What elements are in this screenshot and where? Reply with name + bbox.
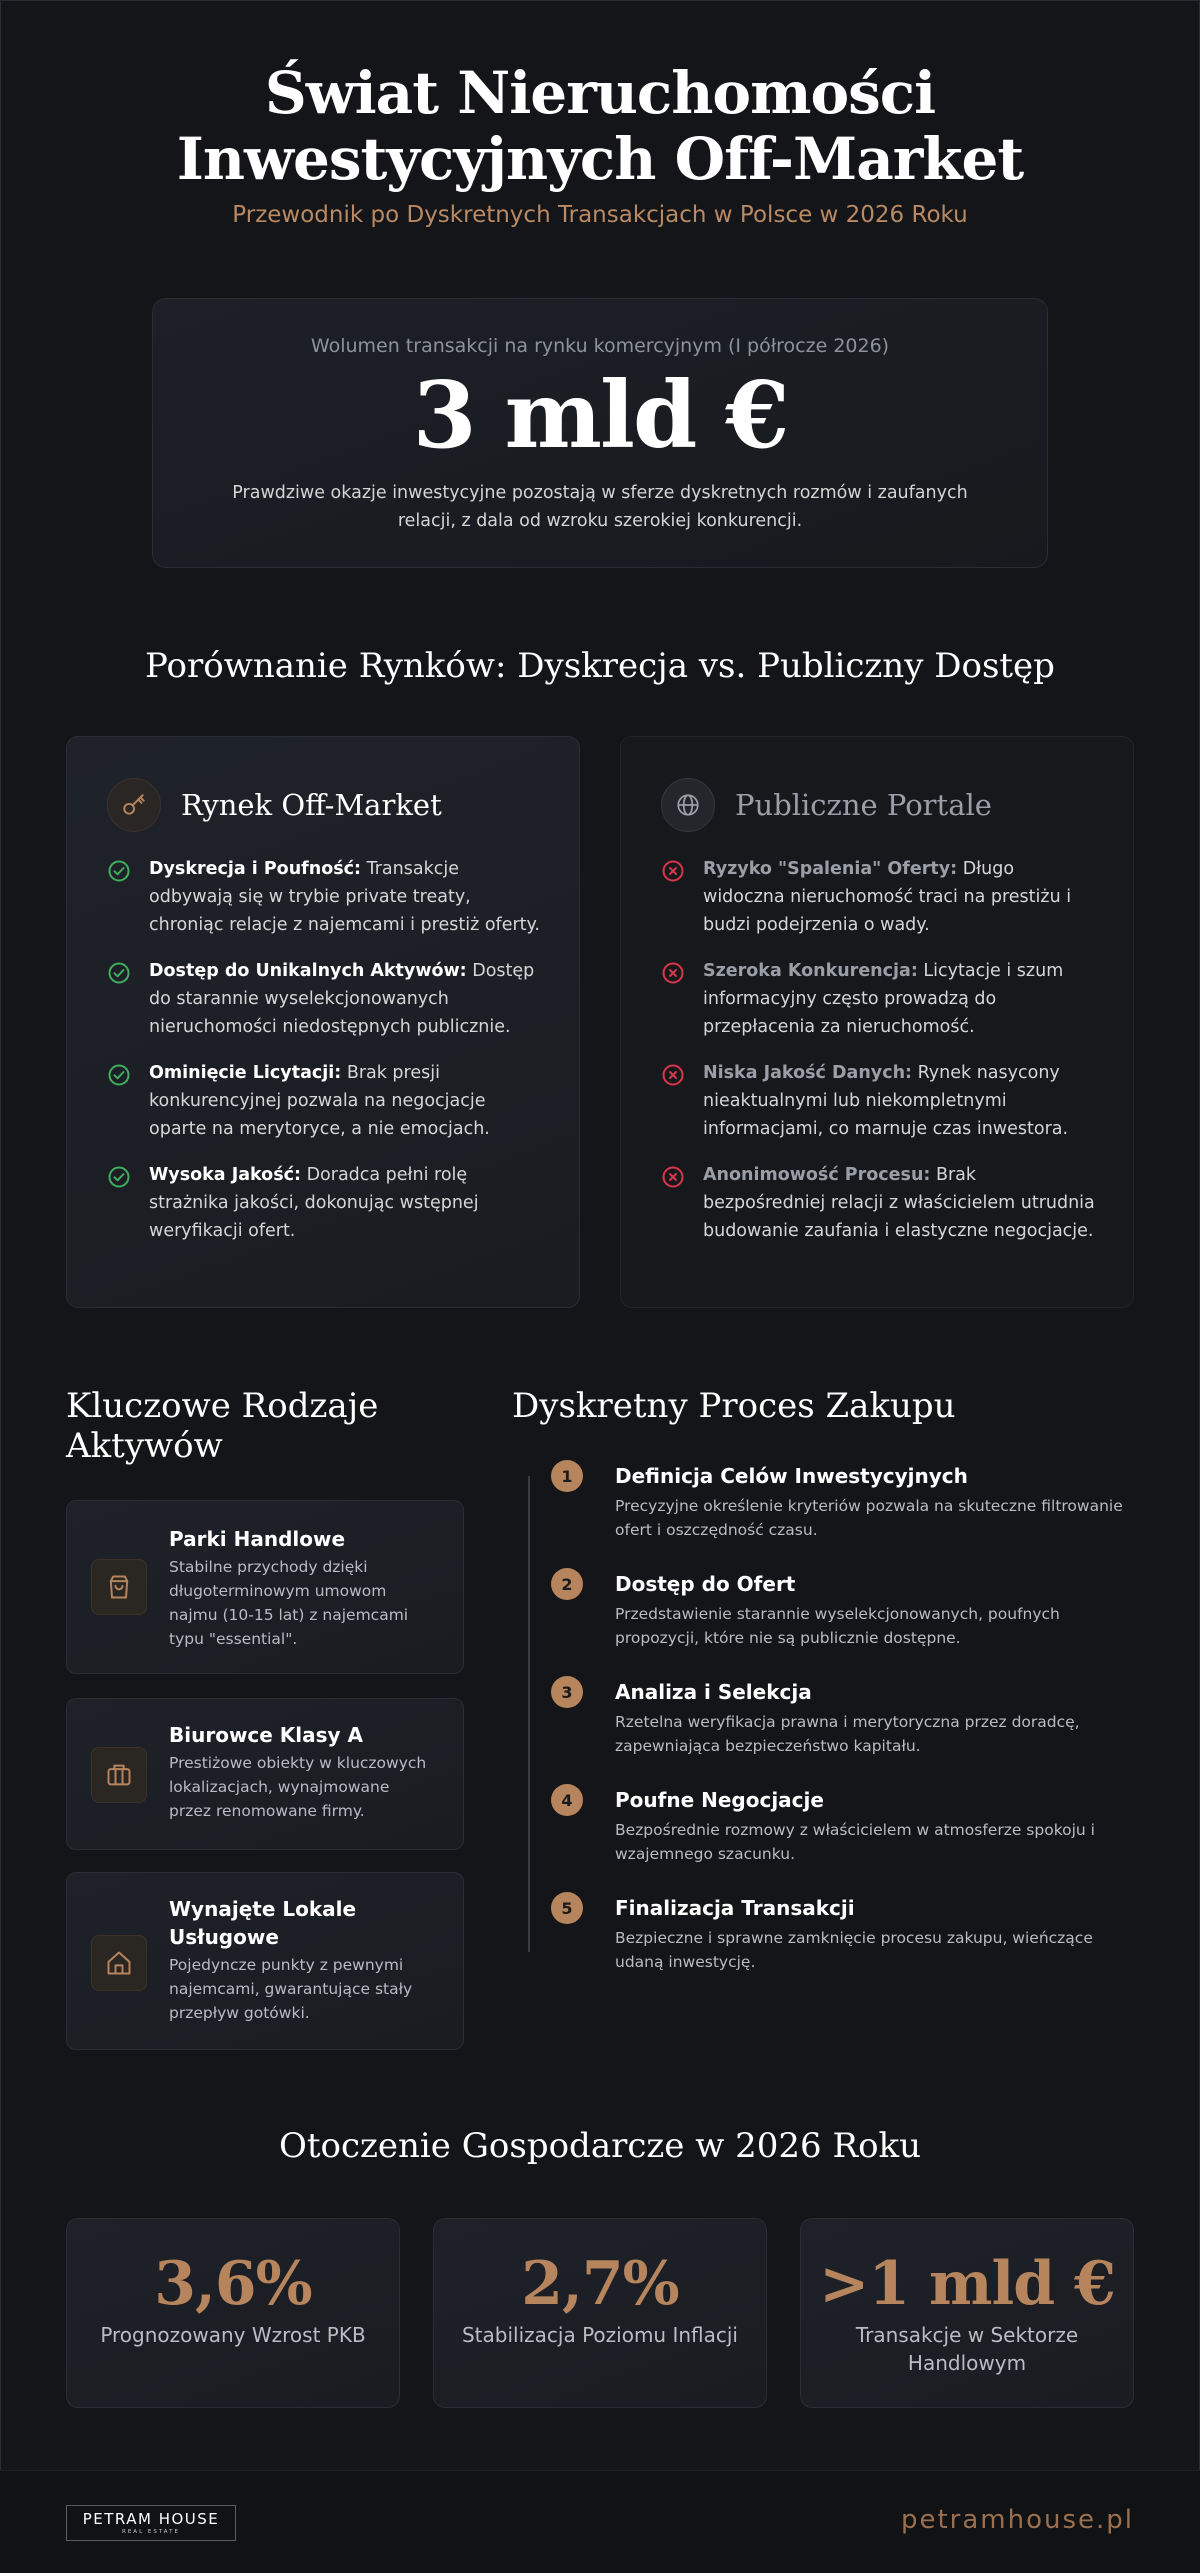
step-number: 3 bbox=[551, 1676, 583, 1708]
comparison-item bbox=[661, 855, 1097, 939]
step-title: Definicja Celów Inwestycyjnych bbox=[615, 1464, 968, 1488]
comparison-item-label: Niska Jakość Danych: bbox=[703, 1063, 913, 1083]
briefcase-icon bbox=[91, 1747, 147, 1803]
comparison-item-description: Licytacje i szum informacyjny często prowadzą do przepłacenia za nieruchomość. bbox=[703, 961, 1064, 1037]
comparison-item-label: Dyskrecja i Poufność: bbox=[149, 859, 362, 879]
step-description: Bezpośrednie rozmowy z właścicielem w atmosferze spokoju i wzajemnego szacunku. bbox=[615, 1821, 1095, 1863]
asset-card-offices bbox=[66, 1698, 464, 1850]
economy-stat-inflation bbox=[433, 2218, 767, 2408]
comparison-item-description: Dostęp do starannie wyselekcjonowanych nieruchomości niedostępnych publicznie. bbox=[149, 961, 535, 1037]
key-icon bbox=[107, 778, 161, 832]
company-logo[interactable] bbox=[66, 2505, 236, 2541]
offmarket-header bbox=[107, 777, 442, 833]
comparison-item-text bbox=[149, 855, 543, 939]
comparison-item-text bbox=[703, 855, 1097, 939]
step-description: Rzetelna weryfikacja prawna i merytoryczna przez doradcę, zapewniająca bezpieczeństwo kapitału. bbox=[615, 1713, 1080, 1755]
check-circle-icon bbox=[107, 855, 137, 939]
comparison-item bbox=[107, 957, 543, 1041]
economy-stat-retail bbox=[800, 2218, 1134, 2408]
asset-description: Pojedyncze punkty z pewnymi najemcami, gwarantujące stały przepływ gotówki. bbox=[169, 1956, 413, 2022]
comparison-item-text bbox=[149, 957, 543, 1041]
asset-card-retail-parks bbox=[66, 1500, 464, 1674]
asset-title: Wynajęte Lokale Usługowe bbox=[169, 1897, 357, 1949]
step-number: 4 bbox=[551, 1784, 583, 1816]
asset-title: Parki Handlowe bbox=[169, 1527, 346, 1551]
assets-heading-line-2: Aktywów bbox=[66, 1426, 223, 1466]
comparison-item-label: Wysoka Jakość: bbox=[149, 1165, 301, 1185]
comparison-item-label: Szeroka Konkurencja: bbox=[703, 961, 918, 981]
step-title: Finalizacja Transakcji bbox=[615, 1896, 855, 1920]
house-icon bbox=[91, 1935, 147, 1991]
comparison-item bbox=[661, 1161, 1097, 1245]
comparison-item-label: Ominięcie Licytacji: bbox=[149, 1063, 342, 1083]
step-number: 2 bbox=[551, 1568, 583, 1600]
comparison-item-label: Ryzyko "Spalenia" Oferty: bbox=[703, 859, 958, 879]
x-circle-icon bbox=[661, 957, 691, 1041]
comparison-item-description: Długo widoczna nieruchomość traci na prestiżu i budzi podejrzenia o wady. bbox=[703, 859, 1072, 935]
asset-title: Biurowce Klasy A bbox=[169, 1723, 364, 1747]
comparison-item-description: Brak presji konkurencyjnej pozwala na negocjacje oparte na merytoryce, a nie emocjach. bbox=[149, 1063, 490, 1139]
volume-value: 3 mld € bbox=[412, 361, 788, 469]
asset-description: Stabilne przychody dzięki długoterminowym umowom najmu (10-15 lat) z najemcami typu "essential". bbox=[169, 1558, 409, 1648]
step-title: Dostęp do Ofert bbox=[615, 1572, 796, 1596]
comparison-item-text bbox=[703, 1059, 1097, 1143]
volume-description: Prawdziwe okazje inwestycyjne pozostają w sferze dyskretnych rozmów i zaufanych relacji, z dala od wzroku szerokiej konkurencji. bbox=[232, 483, 968, 531]
comparison-item-text bbox=[149, 1161, 543, 1245]
page-title-line-2: Inwestycyjnych Off-Market bbox=[176, 125, 1024, 193]
globe-icon bbox=[661, 778, 715, 832]
comparison-item-description: Transakcje odbywają się w trybie private treaty, chroniąc relacje z najemcami i prestiż oferty. bbox=[149, 859, 540, 935]
comparison-item bbox=[661, 957, 1097, 1041]
step-number: 5 bbox=[551, 1892, 583, 1924]
x-circle-icon bbox=[661, 855, 691, 939]
comparison-item-description: Rynek nasycony nieaktualnymi lub niekompletnymi informacjami, co marnuje czas inwestora. bbox=[703, 1063, 1069, 1139]
stat-label: Prognozowany Wzrost PKB bbox=[100, 2323, 366, 2347]
stat-value: 2,7% bbox=[521, 2249, 679, 2319]
comparison-item bbox=[107, 1161, 543, 1245]
step-title: Poufne Negocjacje bbox=[615, 1788, 824, 1812]
comparison-item-label: Dostęp do Unikalnych Aktywów: bbox=[149, 961, 467, 981]
offmarket-card bbox=[66, 736, 580, 1308]
comparison-item-label: Anonimowość Procesu: bbox=[703, 1165, 931, 1185]
logo-tagline: REAL ESTATE bbox=[122, 2529, 180, 2535]
offmarket-list bbox=[107, 855, 543, 1263]
check-circle-icon bbox=[107, 1161, 137, 1245]
check-circle-icon bbox=[107, 1059, 137, 1143]
x-circle-icon bbox=[661, 1059, 691, 1143]
offmarket-title: Rynek Off-Market bbox=[181, 788, 442, 822]
asset-description: Prestiżowe obiekty w kluczowych lokalizacjach, wynajmowane przez renomowane firmy. bbox=[169, 1754, 427, 1820]
economy-stat-gdp bbox=[66, 2218, 400, 2408]
comparison-item-description: Brak bezpośredniej relacji z właścicielem utrudnia budowanie zaufania i elastyczne negocjacje. bbox=[703, 1165, 1095, 1241]
step-description: Przedstawienie starannie wyselekcjonowanych, poufnych propozycji, które nie są publicznie dostępne. bbox=[615, 1605, 1060, 1647]
comparison-item bbox=[107, 1059, 543, 1143]
public-header bbox=[661, 777, 992, 833]
check-circle-icon bbox=[107, 957, 137, 1041]
step-number: 1 bbox=[551, 1460, 583, 1492]
volume-card bbox=[152, 298, 1048, 568]
step-description: Precyzyjne określenie kryteriów pozwala na skuteczne filtrowanie ofert i oszczędność czasu. bbox=[615, 1497, 1123, 1539]
assets-heading bbox=[66, 1386, 466, 1466]
process-heading: Dyskretny Proces Zakupu bbox=[512, 1386, 956, 1426]
x-circle-icon bbox=[661, 1161, 691, 1245]
asset-card-service-units bbox=[66, 1872, 464, 2050]
stat-value: 3,6% bbox=[154, 2249, 312, 2319]
comparison-item bbox=[661, 1059, 1097, 1143]
step-title: Analiza i Selekcja bbox=[615, 1680, 812, 1704]
comparison-item-text bbox=[149, 1059, 543, 1143]
page-subtitle: Przewodnik po Dyskretnych Transakcjach w Polsce w 2026 Roku bbox=[232, 202, 968, 228]
assets-heading-line-1: Kluczowe Rodzaje bbox=[66, 1386, 379, 1426]
step-description: Bezpieczne i sprawne zamknięcie procesu zakupu, wieńczące udaną inwestycję. bbox=[615, 1929, 1093, 1971]
website-link[interactable]: petramhouse.pl bbox=[900, 2505, 1134, 2535]
logo-name: PETRAM HOUSE bbox=[82, 2510, 220, 2528]
public-title: Publiczne Portale bbox=[735, 788, 992, 822]
stat-value: >1 mld € bbox=[819, 2249, 1115, 2319]
comparison-heading: Porównanie Rynków: Dyskrecja vs. Publiczny Dostęp bbox=[145, 646, 1055, 686]
page-title-line-1: Świat Nieruchomości bbox=[264, 59, 936, 127]
public-card bbox=[620, 736, 1134, 1308]
comparison-item-description: Doradca pełni rolę strażnika jakości, dokonując wstępnej weryfikacji ofert. bbox=[149, 1165, 479, 1241]
comparison-item bbox=[107, 855, 543, 939]
public-list bbox=[661, 855, 1097, 1263]
comparison-item-text bbox=[703, 1161, 1097, 1245]
shopping-bag-icon bbox=[91, 1559, 147, 1615]
page-title bbox=[0, 60, 1200, 192]
stat-label: Transakcje w Sektorze Handlowym bbox=[855, 2323, 1079, 2375]
comparison-item-text bbox=[703, 957, 1097, 1041]
process-timeline bbox=[528, 1476, 530, 1952]
stat-label: Stabilizacja Poziomu Inflacji bbox=[461, 2323, 738, 2347]
economy-heading: Otoczenie Gospodarcze w 2026 Roku bbox=[278, 2126, 922, 2166]
volume-label: Wolumen transakcji na rynku komercyjnym (I półrocze 2026) bbox=[310, 335, 890, 357]
